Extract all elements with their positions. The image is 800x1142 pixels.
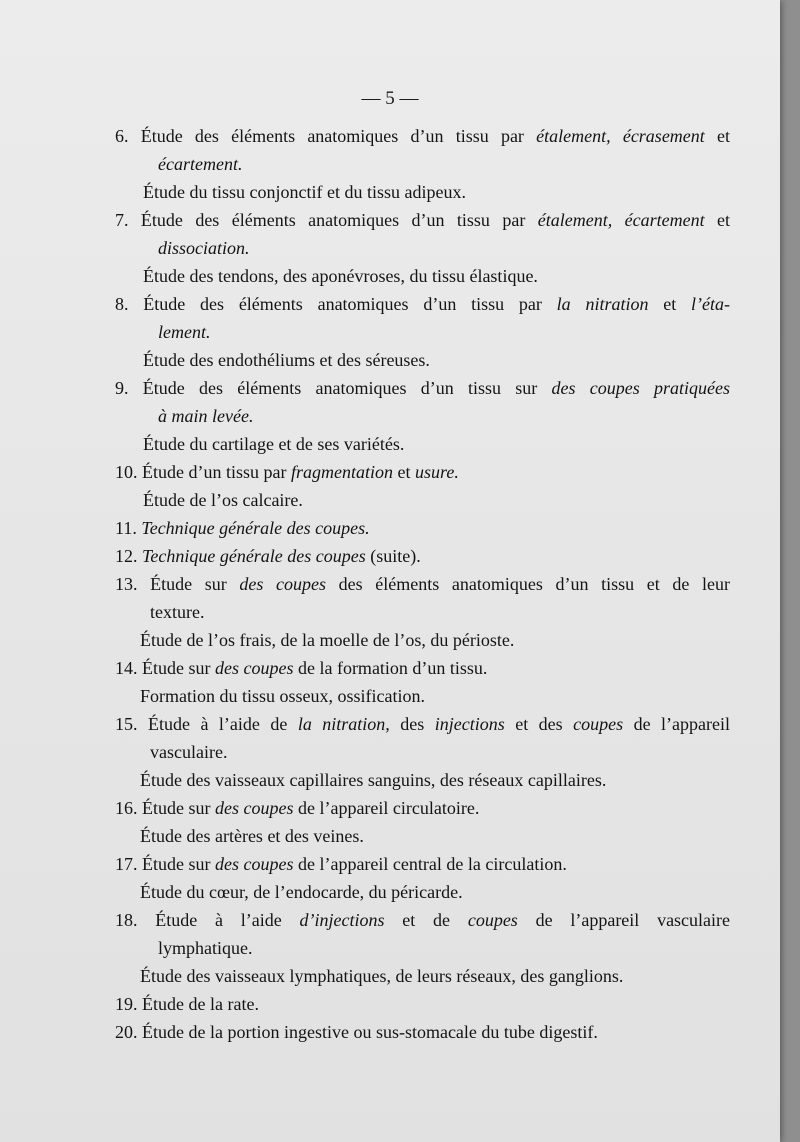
text: de l’appareil circulatoire. xyxy=(293,798,480,818)
item-8-subtitle xyxy=(115,346,730,374)
italic-text: coupes xyxy=(467,910,518,930)
text: Étude des éléments anatomiques d’un tissu par xyxy=(140,126,537,146)
italic-text: des coupes xyxy=(214,658,294,678)
italic-text: des coupes xyxy=(214,798,294,818)
text: de l’appareil vasculaire xyxy=(517,910,731,930)
item-number: 14. xyxy=(115,658,138,678)
italic-text: usure. xyxy=(414,462,459,482)
italic-text: coupes xyxy=(573,714,624,734)
item-number: 6. xyxy=(115,126,129,146)
item-12-line-1 xyxy=(115,542,730,570)
text: Étude du cœur, de l’endocarde, du péricarde. xyxy=(140,882,463,902)
text: Étude du cartilage et de ses variétés. xyxy=(143,434,405,454)
item-number: 17. xyxy=(115,854,138,874)
text: Étude des éléments anatomiques d’un tissu par xyxy=(140,210,538,230)
text: et xyxy=(704,126,731,146)
item-15-line-2 xyxy=(115,738,730,766)
text: Formation du tissu osseux, ossification. xyxy=(140,686,425,706)
text: de l’appareil xyxy=(623,714,731,734)
italic-text: à main levée. xyxy=(158,406,254,426)
italic-text: fragmentation xyxy=(290,462,393,482)
text: Étude à l’aide xyxy=(155,910,300,930)
item-6-line-2 xyxy=(115,150,730,178)
item-11-line-1 xyxy=(115,514,730,542)
text: Étude des vaisseaux capillaires sanguins, des réseaux capillaires. xyxy=(140,770,607,790)
item-20-line-1 xyxy=(115,1018,730,1046)
italic-text: lement. xyxy=(158,322,211,342)
italic-text: la nitration, xyxy=(297,714,390,734)
text: (suite). xyxy=(365,546,421,566)
item-8-line-2 xyxy=(115,318,730,346)
text: Étude de l’os calcaire. xyxy=(143,490,303,510)
item-14-line-1 xyxy=(115,654,730,682)
italic-text: Technique générale des coupes. xyxy=(141,518,370,538)
item-number: 12. xyxy=(115,546,138,566)
item-9-line-1 xyxy=(115,374,730,402)
text: Étude sur xyxy=(142,658,215,678)
text: Étude des endothéliums et des séreuses. xyxy=(143,350,430,370)
item-number: 7. xyxy=(115,210,129,230)
text: et des xyxy=(504,714,574,734)
item-15-subtitle xyxy=(115,766,730,794)
text: et xyxy=(704,210,731,230)
item-number: 10. xyxy=(115,462,138,482)
item-number: 19. xyxy=(115,994,138,1014)
text: Étude sur xyxy=(142,854,215,874)
text: Étude sur xyxy=(150,574,240,594)
item-18-subtitle xyxy=(115,962,730,990)
text: Étude sur xyxy=(142,798,215,818)
text: Étude à l’aide de xyxy=(147,714,298,734)
item-number: 9. xyxy=(115,378,129,398)
italic-text: des coupes xyxy=(239,574,327,594)
item-number: 11. xyxy=(115,518,137,538)
italic-text: d’injections xyxy=(299,910,385,930)
italic-text: écartement. xyxy=(158,154,243,174)
italic-text: dissociation. xyxy=(158,238,250,258)
item-18-line-2 xyxy=(115,934,730,962)
text: Étude des éléments anatomiques d’un tissu sur xyxy=(142,378,552,398)
item-16-subtitle xyxy=(115,822,730,850)
italic-text: Technique générale des coupes xyxy=(142,546,366,566)
text: et xyxy=(648,294,692,314)
item-15-line-1 xyxy=(115,710,730,738)
item-number: 15. xyxy=(115,714,138,734)
italic-text: étalement, écrasement xyxy=(536,126,705,146)
item-6-subtitle xyxy=(115,178,730,206)
item-16-line-1 xyxy=(115,794,730,822)
item-9-subtitle xyxy=(115,430,730,458)
text: Étude des vaisseaux lymphatiques, de leurs réseaux, des ganglions. xyxy=(140,966,624,986)
italic-text: des coupes xyxy=(214,854,294,874)
italic-text: injections xyxy=(434,714,505,734)
item-number: 16. xyxy=(115,798,138,818)
item-number: 13. xyxy=(115,574,138,594)
item-13-line-2 xyxy=(115,598,730,626)
item-18-line-1 xyxy=(115,906,730,934)
item-6-line-1 xyxy=(115,122,730,150)
text: Étude des tendons, des aponévroses, du tissu élastique. xyxy=(143,266,538,286)
item-7-line-2 xyxy=(115,234,730,262)
text: lymphatique. xyxy=(158,938,253,958)
italic-text: l’éta- xyxy=(691,294,731,314)
item-number: 8. xyxy=(115,294,129,314)
lesson-list xyxy=(115,122,730,1046)
text: Étude des éléments anatomiques d’un tissu par xyxy=(143,294,557,314)
text: Étude de la portion ingestive ou sus-stomacale du tube digestif. xyxy=(142,1022,598,1042)
item-7-line-1 xyxy=(115,206,730,234)
item-17-subtitle xyxy=(115,878,730,906)
text: de l’appareil central de la circulation. xyxy=(293,854,567,874)
page-number: — 5 — xyxy=(361,88,419,109)
item-10-line-1 xyxy=(115,458,730,486)
item-number: 18. xyxy=(115,910,138,930)
text: Étude de l’os frais, de la moelle de l’os, du périoste. xyxy=(140,630,515,650)
italic-text: étalement, écartement xyxy=(537,210,705,230)
item-19-line-1 xyxy=(115,990,730,1018)
text: de la formation d’un tissu. xyxy=(293,658,488,678)
item-13-subtitle xyxy=(115,626,730,654)
item-9-line-2 xyxy=(115,402,730,430)
text: Étude des artères et des veines. xyxy=(140,826,364,846)
item-17-line-1 xyxy=(115,850,730,878)
italic-text: la nitration xyxy=(556,294,649,314)
item-7-subtitle xyxy=(115,262,730,290)
italic-text: des coupes pratiquées xyxy=(551,378,731,398)
text: des éléments anatomiques d’un tissu et de leur xyxy=(326,574,731,594)
item-14-subtitle xyxy=(115,682,730,710)
text: Étude de la rate. xyxy=(142,994,259,1014)
text: des xyxy=(389,714,435,734)
text: Étude d’un tissu par xyxy=(142,462,291,482)
text: texture. xyxy=(150,602,205,622)
item-8-line-1 xyxy=(115,290,730,318)
text: Étude du tissu conjonctif et du tissu adipeux. xyxy=(143,182,466,202)
item-10-subtitle xyxy=(115,486,730,514)
item-number: 20. xyxy=(115,1022,138,1042)
text: vasculaire. xyxy=(150,742,228,762)
text: et de xyxy=(384,910,468,930)
text: et xyxy=(392,462,415,482)
item-13-line-1 xyxy=(115,570,730,598)
